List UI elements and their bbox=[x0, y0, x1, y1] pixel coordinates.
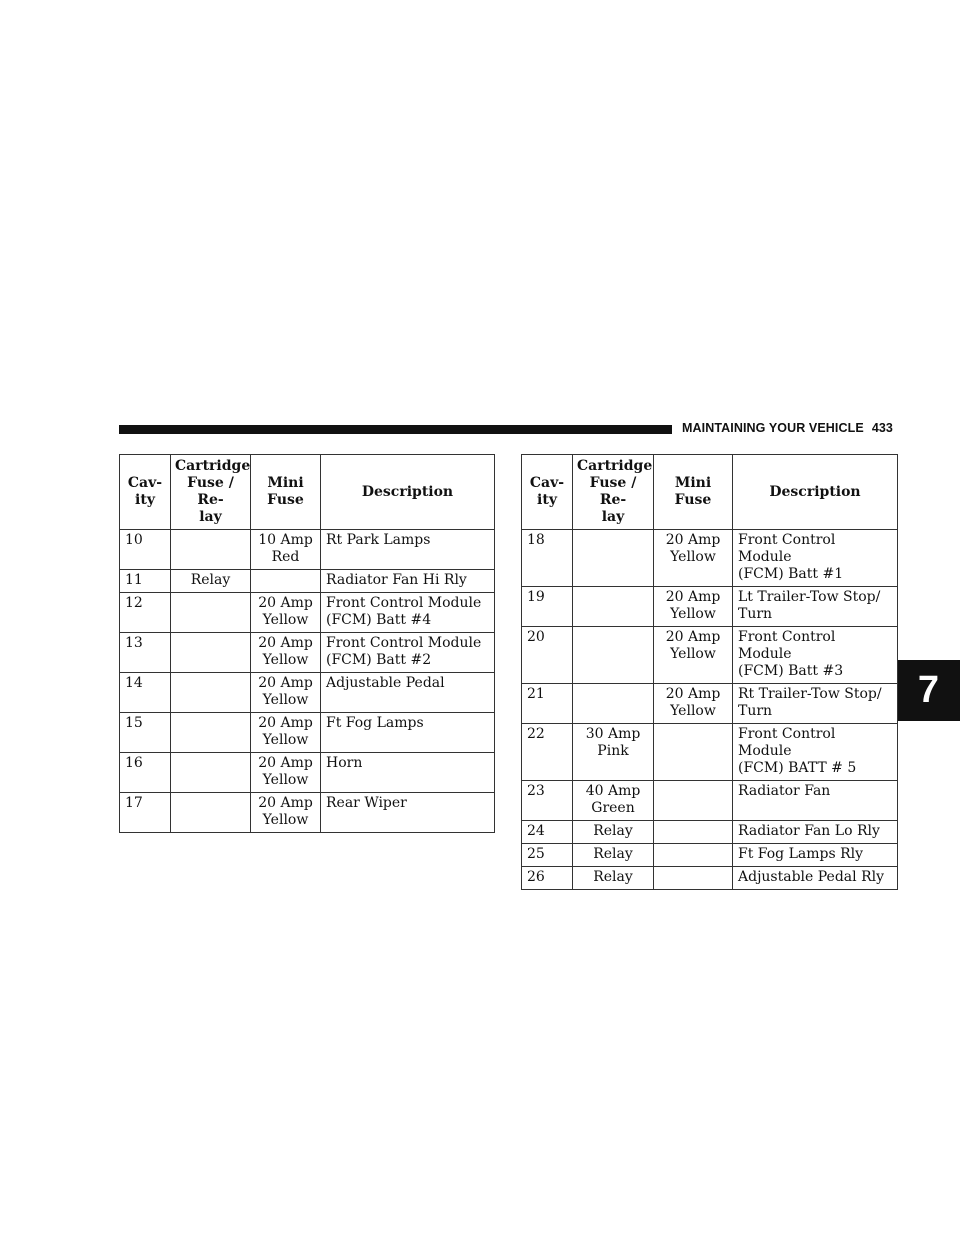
cartridge-cell bbox=[171, 593, 251, 633]
description-cell: Rt Park Lamps bbox=[321, 530, 495, 570]
cavity-cell: 14 bbox=[120, 673, 171, 713]
cavity-cell: 11 bbox=[120, 570, 171, 593]
description-cell: Adjustable Pedal Rly bbox=[733, 867, 898, 890]
header-mini-fuse: Mini Fuse bbox=[654, 455, 733, 530]
cavity-cell: 23 bbox=[522, 781, 573, 821]
header-cavity: Cav- ity bbox=[120, 455, 171, 530]
cartridge-cell bbox=[171, 633, 251, 673]
running-header bbox=[682, 421, 893, 435]
mini-fuse-cell: 20 Amp Yellow bbox=[654, 530, 733, 587]
mini-fuse-cell bbox=[654, 821, 733, 844]
description-cell: Lt Trailer-Tow Stop/ Turn bbox=[733, 587, 898, 627]
description-cell: Radiator Fan bbox=[733, 781, 898, 821]
cavity-cell: 17 bbox=[120, 793, 171, 833]
table-row bbox=[120, 753, 495, 793]
header-description: Description bbox=[733, 455, 898, 530]
table-row bbox=[120, 673, 495, 713]
cartridge-cell bbox=[171, 713, 251, 753]
cavity-cell: 22 bbox=[522, 724, 573, 781]
description-cell: Front Control Module (FCM) Batt #3 bbox=[733, 627, 898, 684]
table-row bbox=[522, 781, 898, 821]
description-cell: Ft Fog Lamps bbox=[321, 713, 495, 753]
description-cell: Front Control Module (FCM) Batt #2 bbox=[321, 633, 495, 673]
mini-fuse-cell: 20 Amp Yellow bbox=[251, 713, 321, 753]
cartridge-cell bbox=[171, 793, 251, 833]
cartridge-cell bbox=[171, 530, 251, 570]
cartridge-cell: 30 Amp Pink bbox=[573, 724, 654, 781]
mini-fuse-cell: 20 Amp Yellow bbox=[654, 684, 733, 724]
page-number: 433 bbox=[871, 421, 893, 435]
mini-fuse-cell bbox=[251, 570, 321, 593]
cavity-cell: 13 bbox=[120, 633, 171, 673]
cartridge-cell bbox=[171, 753, 251, 793]
description-cell: Adjustable Pedal bbox=[321, 673, 495, 713]
table-header-row bbox=[120, 455, 495, 530]
mini-fuse-cell: 10 Amp Red bbox=[251, 530, 321, 570]
description-cell: Horn bbox=[321, 753, 495, 793]
cartridge-cell bbox=[573, 587, 654, 627]
mini-fuse-cell bbox=[654, 781, 733, 821]
table-row bbox=[522, 724, 898, 781]
chapter-tab: 7 bbox=[897, 660, 960, 721]
description-cell: Front Control Module (FCM) BATT # 5 bbox=[733, 724, 898, 781]
header-rule bbox=[119, 425, 672, 434]
mini-fuse-cell: 20 Amp Yellow bbox=[251, 793, 321, 833]
header-mini-fuse: Mini Fuse bbox=[251, 455, 321, 530]
cavity-cell: 18 bbox=[522, 530, 573, 587]
cartridge-cell bbox=[573, 684, 654, 724]
header-cavity: Cav- ity bbox=[522, 455, 573, 530]
cartridge-cell bbox=[573, 530, 654, 587]
description-cell: Ft Fog Lamps Rly bbox=[733, 844, 898, 867]
section-title: MAINTAINING YOUR VEHICLE bbox=[682, 421, 864, 435]
table-row bbox=[120, 633, 495, 673]
table-row bbox=[120, 713, 495, 753]
header-cartridge: Cartridge Fuse / Re- lay bbox=[171, 455, 251, 530]
cartridge-cell: Relay bbox=[573, 867, 654, 890]
cartridge-cell bbox=[573, 627, 654, 684]
cavity-cell: 12 bbox=[120, 593, 171, 633]
table-row bbox=[120, 593, 495, 633]
mini-fuse-cell bbox=[654, 724, 733, 781]
description-cell: Rt Trailer-Tow Stop/ Turn bbox=[733, 684, 898, 724]
description-cell: Front Control Module (FCM) Batt #4 bbox=[321, 593, 495, 633]
mini-fuse-cell: 20 Amp Yellow bbox=[654, 627, 733, 684]
table-row bbox=[120, 570, 495, 593]
table-row bbox=[522, 530, 898, 587]
cartridge-cell: 40 Amp Green bbox=[573, 781, 654, 821]
mini-fuse-cell bbox=[654, 844, 733, 867]
cavity-cell: 19 bbox=[522, 587, 573, 627]
cavity-cell: 10 bbox=[120, 530, 171, 570]
cartridge-cell: Relay bbox=[171, 570, 251, 593]
mini-fuse-cell: 20 Amp Yellow bbox=[251, 593, 321, 633]
table-row bbox=[522, 844, 898, 867]
cavity-cell: 21 bbox=[522, 684, 573, 724]
table-row bbox=[522, 821, 898, 844]
header-description: Description bbox=[321, 455, 495, 530]
cavity-cell: 15 bbox=[120, 713, 171, 753]
table-row bbox=[522, 587, 898, 627]
mini-fuse-cell: 20 Amp Yellow bbox=[251, 673, 321, 713]
mini-fuse-cell: 20 Amp Yellow bbox=[251, 753, 321, 793]
mini-fuse-cell: 20 Amp Yellow bbox=[654, 587, 733, 627]
description-cell: Radiator Fan Hi Rly bbox=[321, 570, 495, 593]
cavity-cell: 20 bbox=[522, 627, 573, 684]
table-row bbox=[522, 627, 898, 684]
description-cell: Front Control Module (FCM) Batt #1 bbox=[733, 530, 898, 587]
table-row bbox=[120, 793, 495, 833]
mini-fuse-cell bbox=[654, 867, 733, 890]
cavity-cell: 26 bbox=[522, 867, 573, 890]
cavity-cell: 16 bbox=[120, 753, 171, 793]
cavity-cell: 24 bbox=[522, 821, 573, 844]
table-row bbox=[522, 684, 898, 724]
table-header-row bbox=[522, 455, 898, 530]
description-cell: Rear Wiper bbox=[321, 793, 495, 833]
cavity-cell: 25 bbox=[522, 844, 573, 867]
cartridge-cell bbox=[171, 673, 251, 713]
fuse-table-left bbox=[119, 454, 495, 833]
header-cartridge: Cartridge Fuse / Re- lay bbox=[573, 455, 654, 530]
table-row bbox=[120, 530, 495, 570]
table-row bbox=[522, 867, 898, 890]
cartridge-cell: Relay bbox=[573, 821, 654, 844]
fuse-table-right bbox=[521, 454, 898, 890]
mini-fuse-cell: 20 Amp Yellow bbox=[251, 633, 321, 673]
description-cell: Radiator Fan Lo Rly bbox=[733, 821, 898, 844]
cartridge-cell: Relay bbox=[573, 844, 654, 867]
